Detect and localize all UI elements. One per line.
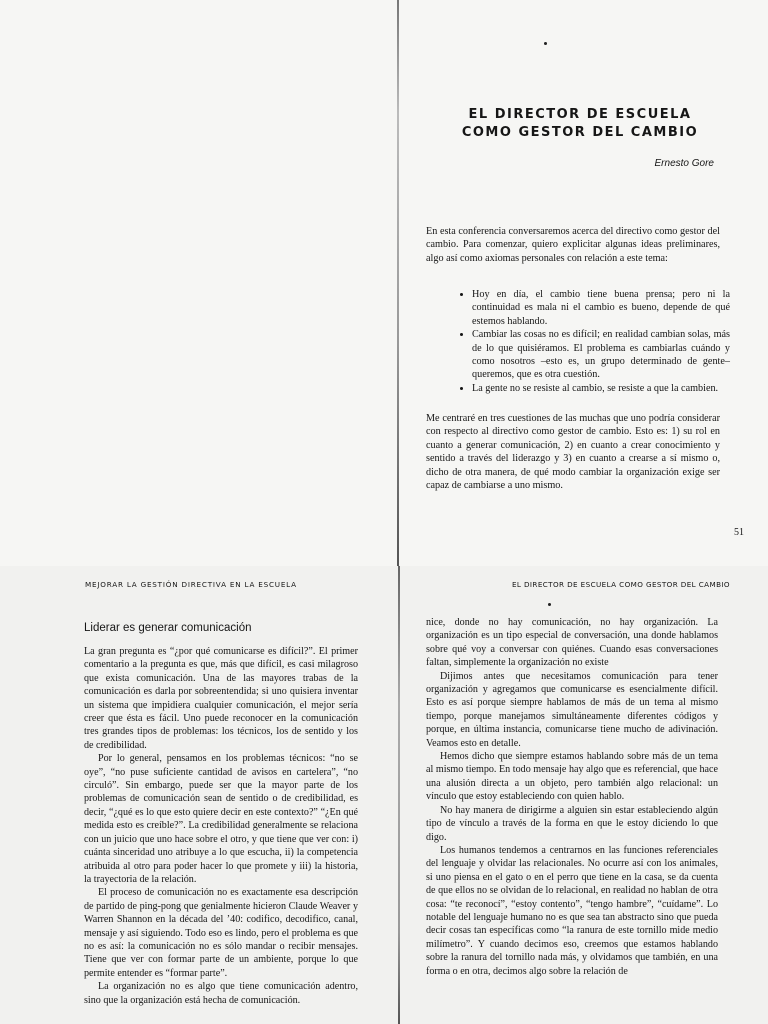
body-paragraph: nice, donde no hay comunicación, no hay organización. La organización es un tipo especial de conversación, una donde hablamos sobre qué voy a conversar con quiénes. Cuando esas conversaciones faltan, simplemente la organización no existe	[426, 617, 718, 669]
speck-mark	[544, 42, 547, 45]
body-paragraph: El proceso de comunicación no es exactamente esa descripción de partido de ping-pong que genialmente hicieron Claude Weaver y Warren Shannon en la década del ’40: codifico, decodifico, canal, mensaje y así siguiendo. Todo eso es lindo, pero el problema es que no es así: la comunicación no es sólo mandar o recibir mensajes. Tiene que ver con formar parte de un ambiente, porque lo que permite entender es “formar parte”.	[84, 887, 358, 979]
left-column-text	[84, 645, 358, 1007]
body-paragraph: No hay manera de dirigirme a alguien sin estar estableciendo algún tipo de vínculo a través de la forma en que le estoy diciendo lo que digo.	[426, 804, 718, 843]
closing-paragraph: Me centraré en tres cuestiones de las muchas que uno podría considerar con respecto al directivo como gestor de cambio. Esto es: 1) su rol en cuanto a generar comunicación, 2) en cuanto a crear conocimiento y sentido a través del liderazgo y 3) en cuanto a crearse a sí mismo o, dicho de otra manera, de qué modo cambiar la organización exige ser capaz de cambiarse a uno mismo.	[426, 413, 720, 492]
book-gutter-top	[397, 0, 399, 566]
body-paragraph: Por lo general, pensamos en los problemas técnicos: “no se oye”, “no puse suficiente cantidad de avisos en cartelera”, “no circuló”. Sin embargo, puede ser que la mayor parte de los problemas de comunicación sean de sentido o de credibilidad, es decir, “¿qué es lo que esto quiere decir en este contexto?” “¿En qué medida esto es creíble?”. La credibilidad generalmente se relaciona con un juicio que uno hace sobre el otro, y que tiene que ver con: i) cuánta sinceridad uno atribuye a lo que escucha, ii) la competencia atribuida al otro para poder hacer lo que promete y iii) la historia, la trayectoria de la relación.	[84, 753, 358, 885]
chapter-title-line-2: COMO GESTOR DEL CAMBIO	[461, 125, 699, 140]
body-paragraph: La gran pregunta es “¿por qué comunicarse es difícil?”. El primer comentario a la pregunta es que, más que difícil, es casi milagroso que exista comunicación. Una de las mayores trabas de la comunicación es darla por sobreentendida; si uno quisiera inventar un sistema que impidiera cualquier comunicación, el mejor sería creer que ésta es fácil. Uno puede reconocer en la comunicación tres grandes tipos de problemas: los técnicos, los de sentido y los de credibilidad.	[84, 646, 358, 751]
body-paragraph: Hemos dicho que siempre estamos hablando sobre más de un tema al mismo tiempo. En todo mensaje hay algo que es referencial, que hace una alusión directa a un objeto, pero también algo relacional: un vínculo que estoy estableciendo con quien hablo.	[426, 751, 718, 803]
running-header-left: MEJORAR LA GESTIÓN DIRECTIVA EN LA ESCUELA	[85, 580, 297, 589]
chapter-title	[460, 106, 700, 142]
axioms-list	[462, 288, 730, 395]
running-header-right: EL DIRECTOR DE ESCUELA COMO GESTOR DEL CAMBIO	[511, 580, 730, 589]
right-column-text	[426, 616, 718, 978]
intro-paragraph: En esta conferencia conversaremos acerca del directivo como gestor del cambio. Para comenzar, quiero explicitar algunas ideas preliminares, algo así como axiomas personales con relación a este tema:	[426, 226, 720, 264]
body-paragraph: Dijimos antes que necesitamos comunicación para tener organización y agregamos que comunicarse es esencialmente difícil. Esto es así porque siempre hablamos de más de un tema al mismo tiempo, porque manejamos simultáneamente diferentes códigos y porque, en última instancia, comunicarse tiene mucho de adivinación. Veamos esto en detalle.	[426, 670, 718, 749]
page-number: 51	[734, 527, 744, 538]
section-heading: Liderar es generar comunicación	[84, 622, 252, 634]
body-paragraph: Los humanos tendemos a centrarnos en las funciones referenciales del lenguaje y olvidar las relacionales. No ocurre así con los animales, si uno piensa en el gato o en el perro que tiene en la casa, se da cuenta de que ellos no se olvidan de lo relacional, en realidad no hablan de otra cosa: “te reconocí”, “estoy contento”, “tengo hambre”, “cuídame”. Lo notable del lenguaje humano no es que sea tan abstracto sino que pueda decir cosas tan específicas como “la ranura de este tornillo mide medio milímetro”. Y cuando decimos eso, creemos que estamos hablando sobre la ranura del tornillo nada más, y olvidamos que también, en una forma o en otra, decimos algo sobre la relación de	[426, 844, 718, 977]
axiom-item: • Cambiar las cosas no es difícil; en realidad cambian solas, más de lo que quisiéramos. El problema es cambiarlas cuándo y como nosotros –esto es, un grupo determinado de gente– queremos, que es otra cuestión.	[472, 328, 730, 382]
chapter-title-line-1: EL DIRECTOR DE ESCUELA	[468, 107, 692, 122]
axiom-item: • Hoy en día, el cambio tiene buena prensa; pero ni la continuidad es mala ni el cambio es bueno, depende de qué estemos hablando.	[472, 288, 730, 328]
body-paragraph: La organización no es algo que tiene comunicación adentro, sino que la organización está hecha de comunicación.	[84, 981, 358, 1006]
axiom-item: • La gente no se resiste al cambio, se resiste a que la cambien.	[472, 382, 730, 395]
book-gutter-bottom	[398, 566, 400, 1024]
speck-mark	[548, 603, 551, 606]
author-name: Ernesto Gore	[654, 158, 714, 169]
